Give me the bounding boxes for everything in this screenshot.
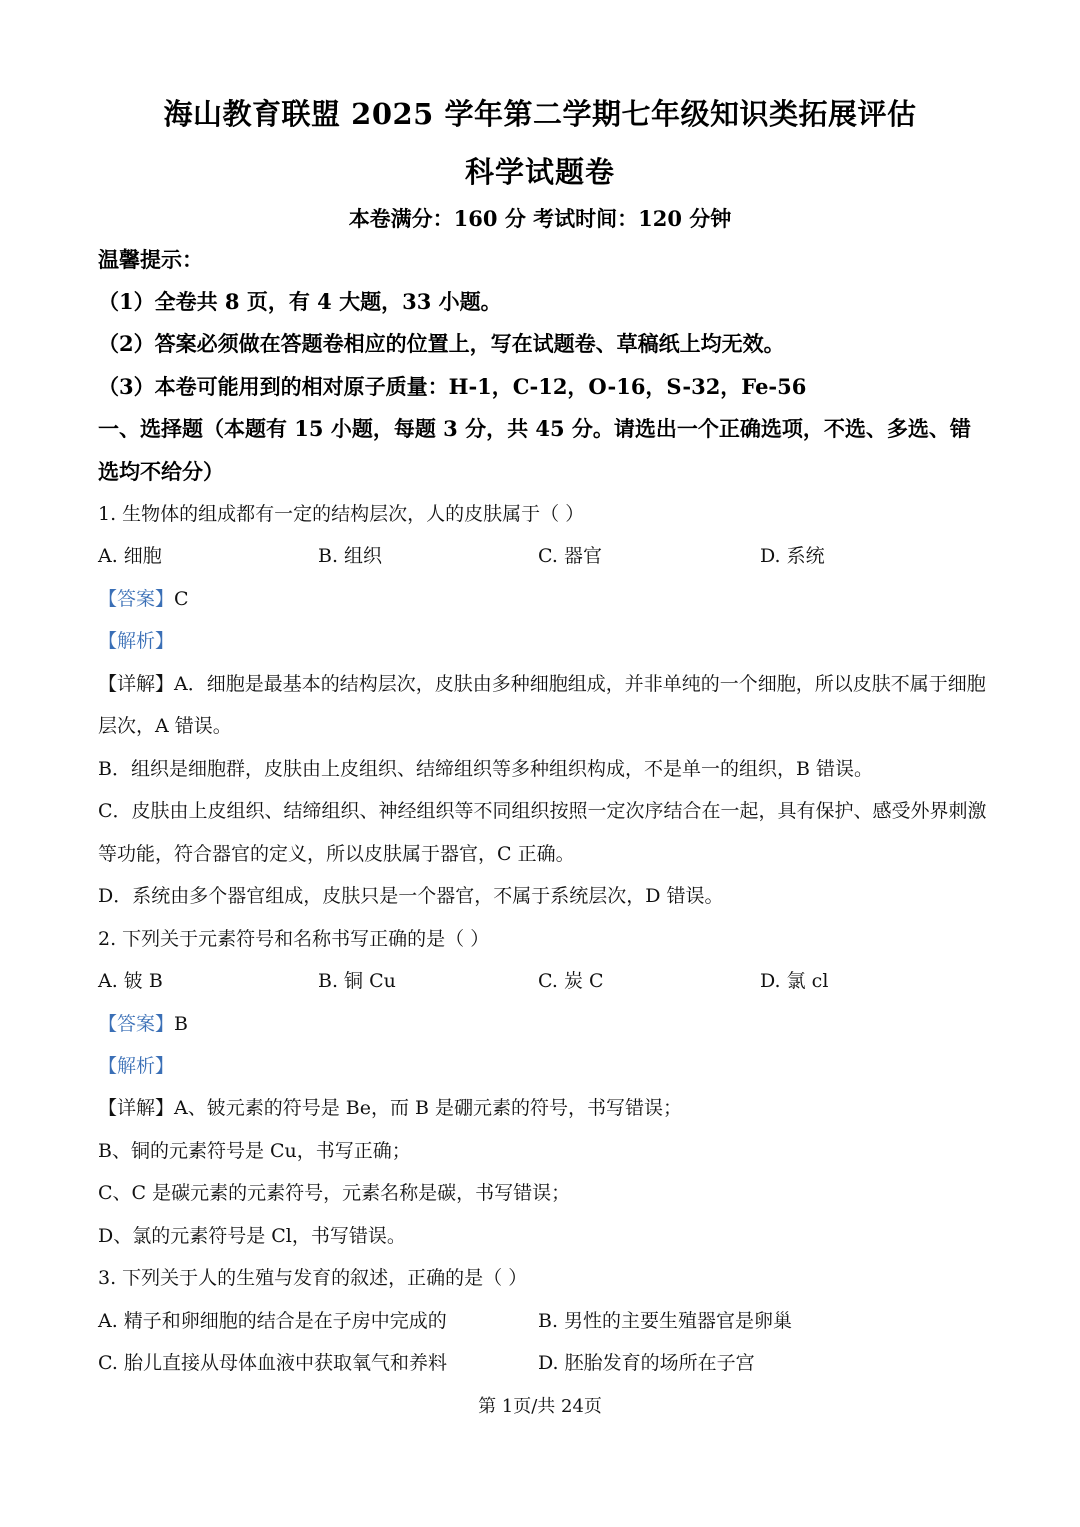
q2-option-c: C. 炭 C	[538, 970, 604, 992]
q1-answer	[98, 586, 998, 612]
q2-option-b: B. 铜 Cu	[318, 970, 396, 992]
tip-item-2: （2）答案必须做在答题卷相应的位置上，写在试题卷、草稿纸上均无效。	[98, 331, 785, 356]
tip-item-1: （1）全卷共 8 页，有 4 大题，33 小题。	[98, 289, 502, 314]
question-1-stem: 1. 生物体的组成都有一定的结构层次，人的皮肤属于（ ）	[98, 503, 585, 525]
answer-tag: 【答案】	[98, 1013, 175, 1035]
q1-detail-6: D．系统由多个器官组成，皮肤只是一个器官，不属于系统层次，D 错误。	[98, 885, 724, 907]
q2-detail-3: C、C 是碳元素的元素符号，元素名称是碳，书写错误；	[98, 1182, 571, 1204]
exam-title: 海山教育联盟 2025 学年第二学期七年级知识类拓展评估	[163, 97, 917, 131]
answer-value: B	[174, 1013, 188, 1035]
q1-option-a: A. 细胞	[98, 545, 162, 567]
q2-detail-1	[98, 1095, 998, 1121]
q1-detail-1	[98, 671, 998, 697]
detail-text: A、铍元素的符号是 Be，而 B 是硼元素的符号，书写错误；	[174, 1097, 683, 1119]
tips-heading: 温馨提示：	[98, 247, 203, 272]
q2-detail-2: B、铜的元素符号是 Cu，书写正确；	[98, 1140, 411, 1162]
q1-detail-4: C．皮肤由上皮组织、结缔组织、神经组织等不同组织按照一定次序结合在一起，具有保护、感受外界刺激	[98, 800, 987, 822]
q2-analysis-tag: 【解析】	[98, 1055, 175, 1077]
q1-option-d: D. 系统	[760, 545, 825, 567]
detail-tag: 【详解】	[98, 1097, 175, 1119]
q2-option-d: D. 氯 cl	[760, 970, 829, 992]
detail-text: A．细胞是最基本的结构层次，皮肤由多种细胞组成，并非单纯的一个细胞，所以皮肤不属于细胞	[174, 673, 986, 695]
q3-option-c: C. 胎儿直接从母体血液中获取氧气和养料	[98, 1352, 447, 1374]
q1-detail-2: 层次，A 错误。	[98, 715, 232, 737]
exam-subtitle: 科学试题卷	[464, 155, 615, 189]
q1-detail-5: 等功能，符合器官的定义，所以皮肤属于器官，C 正确。	[98, 843, 575, 865]
question-3-stem: 3. 下列关于人的生殖与发育的叙述，正确的是（ ）	[98, 1267, 528, 1289]
detail-tag: 【详解】	[98, 673, 175, 695]
q3-option-a: A. 精子和卵细胞的结合是在子房中完成的	[98, 1310, 447, 1332]
section-heading-cont: 选均不给分）	[98, 459, 224, 484]
q2-detail-4: D、氯的元素符号是 Cl，书写错误。	[98, 1225, 406, 1247]
section-heading: 一、选择题（本题有 15 小题，每题 3 分，共 45 分。请选出一个正确选项，不选、多选、错	[98, 416, 971, 441]
q2-option-a: A. 铍 B	[98, 970, 163, 992]
q1-option-c: C. 器官	[538, 545, 602, 567]
q1-detail-3: B．组织是细胞群，皮肤由上皮组织、结缔组织等多种组织构成，不是单一的组织，B 错误。	[98, 758, 873, 780]
tip-item-3: （3）本卷可能用到的相对原子质量：H-1，C-12，O-16，S-32，Fe-56	[98, 374, 807, 399]
q1-option-b: B. 组织	[318, 545, 383, 567]
question-2-stem: 2. 下列关于元素符号和名称书写正确的是（ ）	[98, 928, 490, 950]
q1-analysis-tag: 【解析】	[98, 630, 175, 652]
exam-meta: 本卷满分：160 分 考试时间：120 分钟	[348, 206, 732, 231]
q2-answer	[98, 1011, 998, 1037]
answer-tag: 【答案】	[98, 588, 175, 610]
q3-option-b: B. 男性的主要生殖器官是卵巢	[538, 1310, 793, 1332]
page-number: 第 1页/共 24页	[478, 1396, 602, 1417]
q3-option-d: D. 胚胎发育的场所在子宫	[538, 1352, 755, 1374]
answer-value: C	[174, 588, 189, 610]
